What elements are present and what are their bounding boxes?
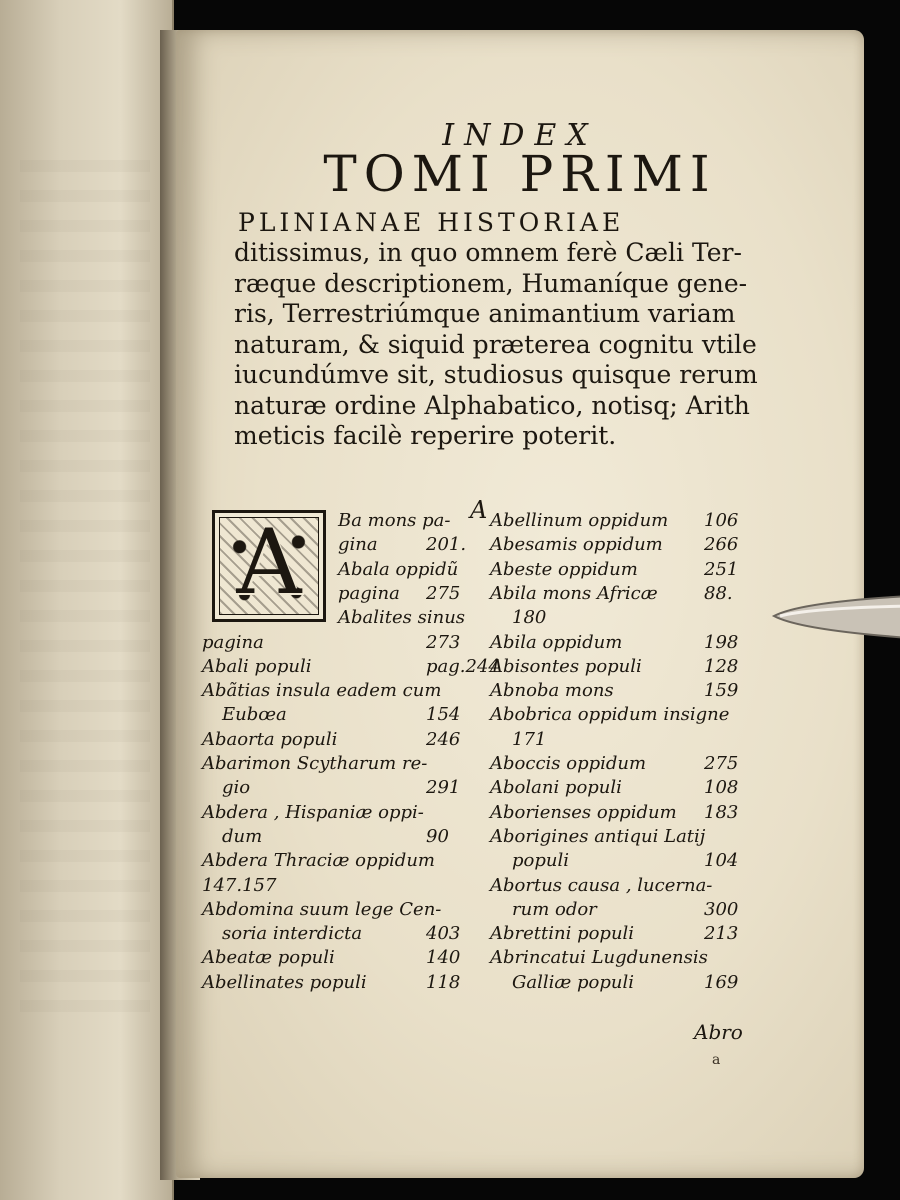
entry-term: Abobrica oppidum insigne (490, 704, 730, 726)
entry-term: Abrettini populi (490, 923, 635, 945)
intro-line: ditissimus, in quo omnem ferè Cæli Ter- (234, 238, 742, 267)
intro-line: ris, Terrestriúmque animantium variam (234, 299, 736, 328)
entry-term: Abellinum oppidum (490, 510, 669, 531)
entry-term: Aborienses oppidum (490, 801, 677, 823)
index-entry (202, 899, 441, 920)
entry-page-number: pag.244 (426, 655, 500, 677)
entry-term: rum odor (512, 898, 597, 920)
entry-page-number: 403 (426, 923, 461, 945)
entry-term: Abarimon Scytharum re- (202, 753, 428, 774)
entry-page-number: 88. (704, 582, 733, 604)
index-entry (490, 559, 638, 580)
entry-page-number: 183 (704, 801, 739, 823)
entry-term: dum (222, 825, 263, 847)
entry-page-number: 213 (704, 923, 739, 945)
index-entry (338, 583, 400, 604)
index-entry (490, 583, 658, 604)
bookmark-pointer (770, 586, 900, 646)
index-entry (202, 656, 311, 677)
entry-term: Abrincatui Lugdunensis (490, 947, 708, 969)
index-entry (222, 826, 262, 847)
index-entry (512, 850, 569, 871)
entry-page-number: 266 (704, 534, 739, 556)
entry-term: Abdera Thraciæ oppidum (202, 850, 435, 872)
intro-line: naturæ ordine Alphabatico, notisq; Arith (234, 390, 750, 420)
index-entry (222, 777, 250, 798)
entry-term: Eubœa (222, 704, 287, 726)
index-entry (338, 559, 458, 580)
drop-cap-ornament (212, 510, 326, 622)
entry-term: Abellinates populi (202, 971, 367, 993)
intro-line: ræque descriptionem, Humaníque gene- (234, 268, 748, 298)
entry-page-number: 90 (426, 825, 449, 847)
entry-term: Abortus causa , lucerna- (490, 874, 713, 896)
entry-term: Abali populi (202, 655, 312, 677)
index-entry (490, 753, 646, 774)
index-entry (490, 656, 642, 677)
entry-page-number: 201. (426, 534, 467, 556)
entry-term: pagina (202, 631, 264, 653)
page-subtitle: PLINIANAE HISTORIAE (238, 208, 625, 237)
index-entry (490, 680, 614, 701)
entry-term: Abala oppidũ (338, 558, 459, 580)
entry-term: Galliæ populi (512, 971, 635, 993)
index-page (176, 30, 864, 1178)
index-entry (490, 802, 677, 823)
entry-term: 147.157 (202, 874, 277, 896)
entry-term: 171 (512, 728, 547, 750)
index-entry (222, 704, 287, 725)
entry-term: Abaorta populi (202, 728, 338, 750)
entry-page-number: 291 (426, 777, 461, 799)
entry-term: Aboccis oppidum (490, 753, 647, 774)
entry-term: Abesamis oppidum (490, 534, 663, 556)
index-entry (512, 729, 546, 750)
index-entry (490, 632, 622, 653)
index-entry (202, 729, 337, 750)
index-entry (490, 826, 705, 847)
entry-term: 180 (512, 607, 547, 629)
entry-term: gina (338, 534, 378, 556)
index-entry (202, 753, 427, 774)
entry-term: Abalites sinus (338, 607, 466, 629)
intro-paragraph (234, 238, 814, 452)
index-entry (490, 510, 668, 531)
show-through-text (20, 160, 150, 1020)
entry-page-number: 140 (426, 947, 461, 969)
entry-page-number: 159 (704, 680, 739, 702)
entry-page-number: 118 (426, 971, 461, 993)
index-entry (202, 850, 435, 871)
index-entry (512, 607, 546, 628)
signature-mark: a (712, 1052, 721, 1068)
page-title: TOMI PRIMI (323, 145, 717, 203)
index-entry (222, 923, 362, 944)
entry-term: Abila mons Africæ (490, 582, 658, 604)
index-entry (490, 923, 634, 944)
entry-term: populi (512, 850, 569, 872)
section-letter: A (470, 496, 488, 524)
index-entry (202, 947, 335, 968)
entry-term: Abisontes populi (490, 655, 642, 677)
entry-term: soria interdicta (222, 923, 363, 945)
entry-term: Abdomina suum lege Cen- (202, 898, 442, 920)
entry-page-number: 104 (704, 850, 739, 872)
index-entry (338, 510, 450, 531)
entry-page-number: 198 (704, 631, 739, 653)
index-entry (202, 680, 441, 701)
entry-page-number: 300 (704, 898, 739, 920)
entry-term: Abeatæ populi (202, 947, 335, 969)
entry-page-number: 169 (704, 971, 739, 993)
catchword: Abro (694, 1020, 743, 1044)
entry-term: pagina (338, 582, 400, 604)
entry-term: Abeste oppidum (490, 558, 638, 580)
index-entry (490, 875, 712, 896)
entry-page-number: 273 (426, 631, 461, 653)
entry-term: Abdera , Hispaniæ oppi- (202, 801, 424, 823)
index-entry (512, 972, 634, 993)
entry-page-number: 275 (704, 753, 739, 774)
entry-page-number: 154 (426, 704, 461, 726)
entry-term: gio (222, 777, 251, 799)
index-entry (512, 899, 597, 920)
entry-term: Ba mons pa- (338, 510, 451, 531)
index-entry (490, 704, 729, 725)
left-page (0, 0, 174, 1200)
entry-term: Abãtias insula eadem cum (202, 680, 442, 702)
index-entry (490, 777, 622, 798)
entry-page-number: 108 (704, 777, 739, 799)
entry-page-number: 106 (704, 510, 739, 531)
index-entry (202, 972, 367, 993)
index-entry (202, 802, 424, 823)
intro-line: naturam, & siquid præterea cognitu vtile (234, 329, 757, 359)
intro-line: meticis facilè reperire poterit. (234, 421, 617, 450)
page-kicker: INDEX (442, 118, 598, 153)
entry-page-number: 246 (426, 728, 461, 750)
index-entry (338, 534, 378, 555)
index-entry (490, 947, 708, 968)
entry-page-number: 275 (426, 582, 461, 604)
index-entry (490, 534, 663, 555)
index-entry (202, 632, 264, 653)
intro-line: iucundúmve sit, studiosus quisque rerum (234, 360, 758, 389)
drop-cap-letter: A (236, 510, 302, 615)
entry-page-number: 128 (704, 655, 739, 677)
entry-term: Abnoba mons (490, 680, 614, 702)
entry-page-number: 251 (704, 558, 739, 580)
index-entry (202, 875, 276, 896)
entry-term: Aborigines antiqui Latij (490, 825, 706, 847)
index-entry (338, 607, 465, 628)
entry-term: Abolani populi (490, 777, 622, 799)
entry-term: Abila oppidum (490, 631, 623, 653)
